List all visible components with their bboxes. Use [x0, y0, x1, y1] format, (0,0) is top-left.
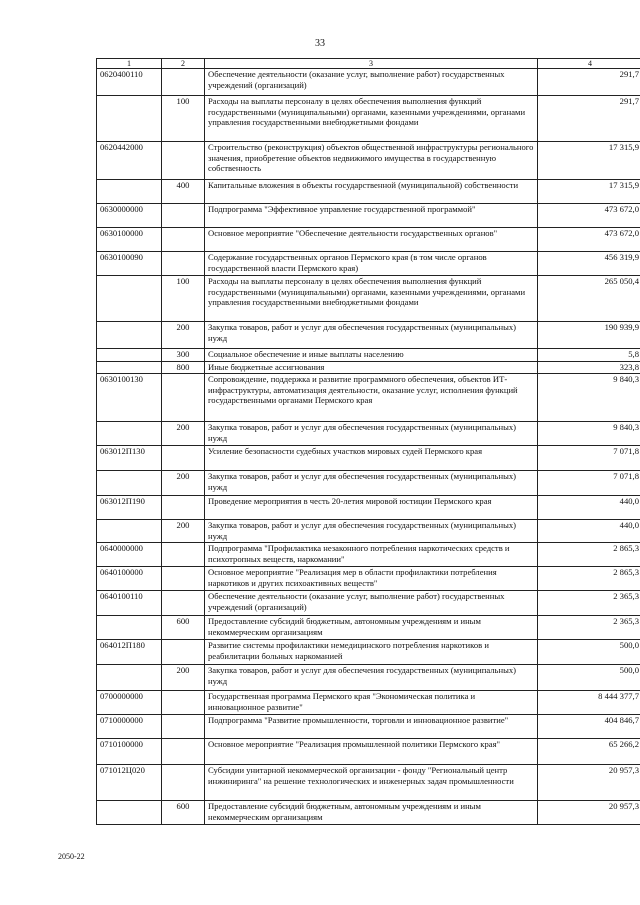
kind-cell: 200 — [162, 665, 205, 691]
code-cell — [97, 801, 162, 825]
kind-cell — [162, 228, 205, 252]
kind-cell — [162, 567, 205, 591]
kind-cell — [162, 765, 205, 801]
code-cell — [97, 349, 162, 362]
code-cell: 064012П180 — [97, 640, 162, 665]
footer-code: 2050-22 — [58, 852, 85, 861]
amount-cell: 9 840,3 — [538, 374, 640, 422]
name-cell: Закупка товаров, работ и услуг для обеспечения государственных (муниципальных) нужд — [205, 422, 538, 446]
kind-cell — [162, 543, 205, 567]
code-cell — [97, 180, 162, 204]
amount-cell: 9 840,3 — [538, 422, 640, 446]
table-row — [97, 180, 640, 204]
name-cell: Закупка товаров, работ и услуг для обеспечения государственных (муниципальных) нужд — [205, 665, 538, 691]
name-cell: Усиление безопасности судебных участков мировых судей Пермского края — [205, 446, 538, 471]
amount-cell: 7 071,8 — [538, 446, 640, 471]
table-row — [97, 715, 640, 739]
amount-cell: 20 957,3 — [538, 765, 640, 801]
table-row — [97, 640, 640, 665]
code-cell: 0710100000 — [97, 739, 162, 765]
name-cell: Строительство (реконструкция) объектов общественной инфраструктуры регионального значения, приобретение объектов недвижимого имущества в государственную собственность — [205, 142, 538, 180]
amount-cell: 440,0 — [538, 520, 640, 543]
amount-cell: 500,0 — [538, 665, 640, 691]
code-cell — [97, 362, 162, 374]
budget-table — [96, 58, 640, 825]
amount-cell: 291,7 — [538, 96, 640, 142]
amount-cell: 265 050,4 — [538, 276, 640, 322]
name-cell: Государственная программа Пермского края "Экономическая политика и инновационное развитие" — [205, 691, 538, 715]
code-cell: 0640100000 — [97, 567, 162, 591]
amount-cell: 473 672,0 — [538, 204, 640, 228]
header-col-3: 3 — [205, 59, 538, 69]
kind-cell: 800 — [162, 362, 205, 374]
kind-cell: 200 — [162, 322, 205, 349]
name-cell: Основное мероприятие "Реализация мер в области профилактики потребления наркотиков и других психоактивных веществ" — [205, 567, 538, 591]
kind-cell: 100 — [162, 276, 205, 322]
table-row — [97, 471, 640, 496]
table-row — [97, 567, 640, 591]
table-row — [97, 322, 640, 349]
page-number: 33 — [315, 38, 325, 49]
table-row — [97, 69, 640, 96]
table-row — [97, 422, 640, 446]
code-cell: 0640100110 — [97, 591, 162, 616]
table-row — [97, 228, 640, 252]
kind-cell — [162, 142, 205, 180]
kind-cell — [162, 739, 205, 765]
table-row — [97, 142, 640, 180]
amount-cell: 291,7 — [538, 69, 640, 96]
amount-cell: 2 365,3 — [538, 591, 640, 616]
kind-cell: 200 — [162, 422, 205, 446]
code-cell — [97, 520, 162, 543]
kind-cell: 400 — [162, 180, 205, 204]
header-col-4: 4 — [538, 59, 640, 69]
name-cell: Закупка товаров, работ и услуг для обеспечения государственных (муниципальных) нужд — [205, 471, 538, 496]
name-cell: Развитие системы профилактики немедицинского потребления наркотиков и реабилитации больных наркоманией — [205, 640, 538, 665]
code-cell: 0630000000 — [97, 204, 162, 228]
name-cell: Обеспечение деятельности (оказание услуг, выполнение работ) государственных учреждений (организаций) — [205, 69, 538, 96]
table-row — [97, 543, 640, 567]
table-row — [97, 765, 640, 801]
code-cell: 0640000000 — [97, 543, 162, 567]
name-cell: Подпрограмма "Эффективное управление государственной программой" — [205, 204, 538, 228]
code-cell: 0630100130 — [97, 374, 162, 422]
name-cell: Закупка товаров, работ и услуг для обеспечения государственных (муниципальных) нужд — [205, 520, 538, 543]
code-cell: 063012П190 — [97, 496, 162, 520]
code-cell — [97, 322, 162, 349]
kind-cell — [162, 446, 205, 471]
name-cell: Закупка товаров, работ и услуг для обеспечения государственных (муниципальных) нужд — [205, 322, 538, 349]
header-col-1: 1 — [97, 59, 162, 69]
amount-cell: 2 365,3 — [538, 616, 640, 640]
kind-cell: 100 — [162, 96, 205, 142]
table-row — [97, 276, 640, 322]
code-cell: 0620400110 — [97, 69, 162, 96]
code-cell: 0620442000 — [97, 142, 162, 180]
table-row — [97, 252, 640, 276]
name-cell: Субсидии унитарной некоммерческой организации - фонду "Региональный центр инжиниринга" на решение технологических и инженерных задач промышленности — [205, 765, 538, 801]
amount-cell: 323,8 — [538, 362, 640, 374]
kind-cell: 200 — [162, 471, 205, 496]
amount-cell: 7 071,8 — [538, 471, 640, 496]
amount-cell: 5,8 — [538, 349, 640, 362]
name-cell: Проведение мероприятия в честь 20-летия мировой юстиции Пермского края — [205, 496, 538, 520]
code-cell — [97, 471, 162, 496]
code-cell: 071012Ц020 — [97, 765, 162, 801]
table-row — [97, 96, 640, 142]
amount-cell: 65 266,2 — [538, 739, 640, 765]
table-row — [97, 362, 640, 374]
code-cell: 0700000000 — [97, 691, 162, 715]
code-cell: 0710000000 — [97, 715, 162, 739]
table-row — [97, 204, 640, 228]
name-cell: Обеспечение деятельности (оказание услуг, выполнение работ) государственных учреждений (организаций) — [205, 591, 538, 616]
kind-cell: 200 — [162, 520, 205, 543]
table-row — [97, 665, 640, 691]
amount-cell: 2 865,3 — [538, 543, 640, 567]
kind-cell — [162, 640, 205, 665]
kind-cell — [162, 591, 205, 616]
header-col-2: 2 — [162, 59, 205, 69]
table-row — [97, 496, 640, 520]
name-cell: Расходы на выплаты персоналу в целях обеспечения выполнения функций государственными (муниципальными) органами, казенными учреждениями, органами управления государственными внебюджетными фондами — [205, 276, 538, 322]
table-row — [97, 739, 640, 765]
code-cell: 0630100090 — [97, 252, 162, 276]
name-cell: Подпрограмма "Развитие промышленности, торговли и инновационное развитие" — [205, 715, 538, 739]
name-cell: Социальное обеспечение и иные выплаты населению — [205, 349, 538, 362]
code-cell: 0630100000 — [97, 228, 162, 252]
amount-cell: 8 444 377,7 — [538, 691, 640, 715]
amount-cell: 456 319,9 — [538, 252, 640, 276]
kind-cell: 300 — [162, 349, 205, 362]
name-cell: Сопровождение, поддержка и развитие программного обеспечения, объектов ИТ-инфраструктуры, автоматизация деятельности, оказание услуг, исполнения функций государственными органами Пермского края — [205, 374, 538, 422]
name-cell: Подпрограмма "Профилактика незаконного потребления наркотических средств и психотропных веществ, наркомании" — [205, 543, 538, 567]
name-cell: Предоставление субсидий бюджетным, автономным учреждениям и иным некоммерческим организациям — [205, 801, 538, 825]
code-cell — [97, 276, 162, 322]
amount-cell: 500,0 — [538, 640, 640, 665]
table-header-row — [97, 59, 640, 69]
amount-cell: 17 315,9 — [538, 142, 640, 180]
kind-cell — [162, 374, 205, 422]
table-row — [97, 616, 640, 640]
table-row — [97, 520, 640, 543]
amount-cell: 20 957,3 — [538, 801, 640, 825]
name-cell: Иные бюджетные ассигнования — [205, 362, 538, 374]
name-cell: Расходы на выплаты персоналу в целях обеспечения выполнения функций государственными (муниципальными) органами, казенными учреждениями, органами управления государственными внебюджетными фондами — [205, 96, 538, 142]
amount-cell: 404 846,7 — [538, 715, 640, 739]
kind-cell — [162, 252, 205, 276]
amount-cell: 2 865,3 — [538, 567, 640, 591]
table-row — [97, 591, 640, 616]
table-row — [97, 374, 640, 422]
kind-cell — [162, 204, 205, 228]
code-cell — [97, 96, 162, 142]
kind-cell — [162, 496, 205, 520]
amount-cell: 17 315,9 — [538, 180, 640, 204]
name-cell: Предоставление субсидий бюджетным, автономным учреждениям и иным некоммерческим организациям — [205, 616, 538, 640]
kind-cell — [162, 715, 205, 739]
kind-cell: 600 — [162, 616, 205, 640]
name-cell: Содержание государственных органов Пермского края (в том числе органов государственной власти Пермского края) — [205, 252, 538, 276]
table-row — [97, 801, 640, 825]
code-cell — [97, 422, 162, 446]
name-cell: Капитальные вложения в объекты государственной (муниципальной) собственности — [205, 180, 538, 204]
amount-cell: 190 939,9 — [538, 322, 640, 349]
name-cell: Основное мероприятие "Обеспечение деятельности государственных органов" — [205, 228, 538, 252]
table-row — [97, 446, 640, 471]
kind-cell — [162, 691, 205, 715]
kind-cell: 600 — [162, 801, 205, 825]
table-row — [97, 349, 640, 362]
code-cell: 063012П130 — [97, 446, 162, 471]
amount-cell: 440,0 — [538, 496, 640, 520]
table-row — [97, 691, 640, 715]
name-cell: Основное мероприятие "Реализация промышленной политики Пермского края" — [205, 739, 538, 765]
amount-cell: 473 672,0 — [538, 228, 640, 252]
kind-cell — [162, 69, 205, 96]
code-cell — [97, 616, 162, 640]
code-cell — [97, 665, 162, 691]
